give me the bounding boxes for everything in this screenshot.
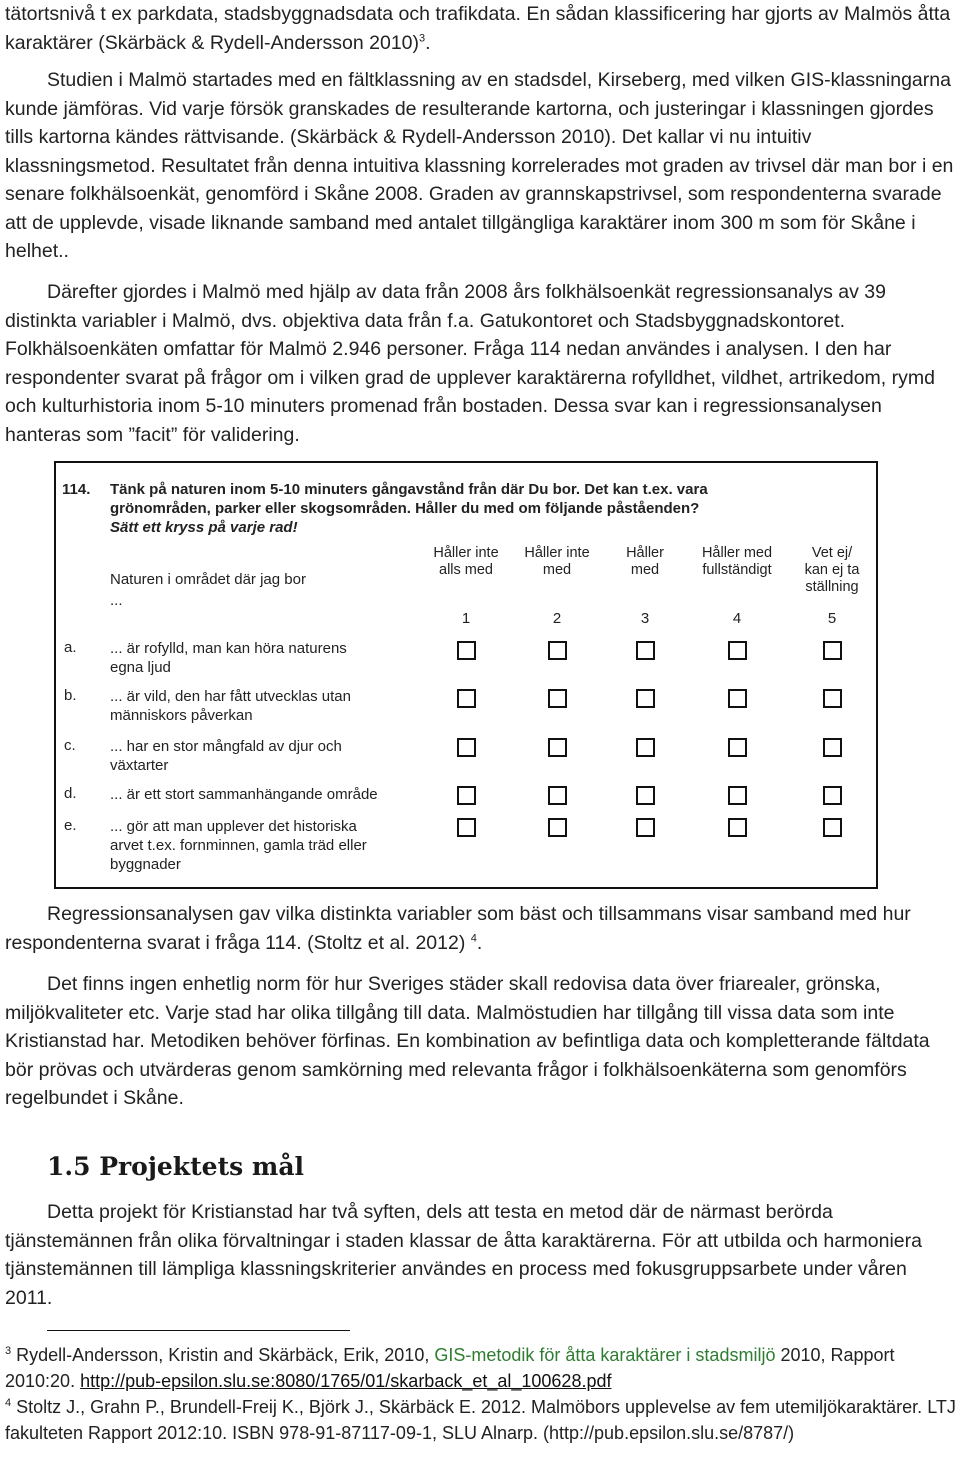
question-instruction: Sätt ett kryss på varje rad! — [110, 519, 298, 536]
checkbox-e-5[interactable] — [823, 818, 842, 837]
checkbox-e-1[interactable] — [457, 818, 476, 837]
row-label-a: a. — [64, 639, 77, 656]
column-header-2: Håller inte med — [524, 545, 590, 578]
checkbox-c-5[interactable] — [823, 738, 842, 757]
checkbox-b-1[interactable] — [457, 689, 476, 708]
column-number-4: 4 — [732, 610, 742, 627]
checkbox-c-3[interactable] — [636, 738, 655, 757]
column-number-3: 3 — [640, 610, 650, 627]
figure-right-border — [876, 463, 878, 887]
checkbox-d-2[interactable] — [548, 786, 567, 805]
row-text-a: ... är rofylld, man kan höra naturens egna ljud — [110, 640, 347, 676]
row-text-e: ... gör att man upplever det historiska arvet t.ex. fornminnen, gamla träd eller byggnader — [110, 818, 367, 873]
checkbox-a-3[interactable] — [636, 641, 655, 660]
column-header-1: Håller inte alls med — [433, 545, 499, 578]
column-header-4: Håller med fullständigt — [701, 545, 773, 578]
row-label-d: d. — [64, 785, 77, 802]
checkbox-b-2[interactable] — [548, 689, 567, 708]
paragraph-intro: tätortsnivå t ex parkdata, stadsbyggnadsdata och trafikdata. En sådan klassificering har gjorts av Malmös åtta karaktärer (Skärbäck & Rydell-Andersson 2010)$^3$. — [5, 3, 951, 54]
paragraph-project-goals: Detta projekt för Kristianstad har två syften, dels att testa en metod där de närmast berörda tjänstemännen från olika förvaltningar i staden klassar de åtta karaktärerna. För att utbilda och harmoniera tjänstemännen till lämpliga klassningskriterier användes en process med fokusgruppsarbete under våren 2011. — [5, 1201, 922, 1309]
column-number-1: 1 — [461, 610, 471, 627]
column-header-5: Vet ej/ kan ej ta ställning — [804, 545, 860, 595]
checkbox-a-5[interactable] — [823, 641, 842, 660]
checkbox-d-1[interactable] — [457, 786, 476, 805]
question-text: Tänk på naturen inom 5-10 minuters gångavstånd från där Du bor. Det kan t.ex. vara grönområden, parker eller skogsområden. Håller du med om följande påståenden? Sätt ett kryss på varje rad! — [110, 480, 810, 537]
row-label-c: c. — [64, 737, 76, 754]
footnote-ref-4[interactable]: 4 — [470, 932, 477, 944]
checkbox-d-3[interactable] — [636, 786, 655, 805]
footnote-3-title: GIS-metodik för åtta karaktärer i stadsmiljö — [434, 1345, 776, 1365]
footnote-4: $^4$ Stoltz J., Grahn P., Brundell-Freij K., Björk J., Skärbäck E. 2012. Malmöbors upplevelse av fem utemiljökaraktärer. LTJ fakulteten Rapport 2012:10. ISBN 978-91-87117-09-1, SLU Alnarp. (http://pub.epsilon.slu.se/8787/) — [5, 1397, 956, 1443]
column-number-5: 5 — [827, 610, 837, 627]
paragraph-norms: Det finns ingen enhetlig norm för hur Sveriges städer skall redovisa data över friarealer, grönska, miljökvaliteter etc. Varje stad har olika tillgång till data. Malmöstudien har tillgång till vissa data som inte Kristianstad har. Metodiken behöver förfinas. En kombination av befintliga data och kompletterande fältdata bör prövas och utvärderas genom samkörning med relevanta frågor i folkhälsoenkäterna som genomförs regelbundet i Skåne. — [5, 973, 930, 1109]
row-text-d: ... är ett stort sammanhängande område — [110, 786, 378, 803]
checkbox-a-1[interactable] — [457, 641, 476, 660]
checkbox-c-1[interactable] — [457, 738, 476, 757]
row-text-c: ... har en stor mångfald av djur och växtarter — [110, 738, 342, 774]
checkbox-e-3[interactable] — [636, 818, 655, 837]
checkbox-e-4[interactable] — [728, 818, 747, 837]
checkbox-e-2[interactable] — [548, 818, 567, 837]
checkbox-d-5[interactable] — [823, 786, 842, 805]
section-heading: 1.5 Projektets mål — [47, 1152, 305, 1181]
question-number: 114. — [62, 481, 91, 498]
footnote-3-link[interactable]: http://pub-epsilon.slu.se:8080/1765/01/skarback_et_al_100628.pdf — [80, 1370, 612, 1391]
checkbox-a-4[interactable] — [728, 641, 747, 660]
row-text-b: ... är vild, den har fått utvecklas utan människors påverkan — [110, 688, 351, 724]
checkbox-b-4[interactable] — [728, 689, 747, 708]
question-stem: Naturen i området där jag bor ... — [110, 571, 306, 609]
checkbox-d-4[interactable] — [728, 786, 747, 805]
column-header-3: Håller med — [626, 545, 664, 578]
row-label-e: e. — [64, 817, 77, 834]
footnote-divider — [47, 1330, 350, 1331]
footnote-number-4: 4 — [5, 1397, 12, 1409]
questionnaire-figure — [54, 461, 878, 889]
column-number-2: 2 — [552, 610, 562, 627]
paragraph-regression-result: Regressionsanalysen gav vilka distinkta variabler som bäst och tillsammans visar samband med hur respondenterna svarat i fråga 114. (Stoltz et al. 2012) $^4$. — [5, 903, 911, 954]
footnote-3: $^3$ Rydell-Andersson, Kristin and Skärbäck, Erik, 2010, GIS-metodik för åtta karaktärer i stadsmiljö 2010, Rapport 2010:20. http://pub-epsilon.slu.se:8080/1765/01/skarback_et_al_100628.pdf — [5, 1345, 895, 1391]
paragraph-regression: Därefter gjordes i Malmö med hjälp av data från 2008 års folkhälsoenkät regressionsanalys av 39 distinkta variabler i Malmö, dvs. objektiva data från f.a. Gatukontoret och Stadsbyggnadskontoret. Folkhälsoenkäten omfattar för Malmö 2.946 personer. Fråga 114 nedan användes i analysen. I den har respondenter svarat på frågor om i vilken grad de upplever karaktärerna rofylldhet, vildhet, artrikedom, rymd och kulturhistoria inom 5-10 minuters promenad från bostaden. Dessa svar kan i regressionsanalysen hanteras som ”facit” för validering. — [5, 281, 935, 446]
checkbox-c-2[interactable] — [548, 738, 567, 757]
checkbox-a-2[interactable] — [548, 641, 567, 660]
checkbox-b-3[interactable] — [636, 689, 655, 708]
row-label-b: b. — [64, 687, 77, 704]
footnote-ref-3[interactable]: 3 — [419, 32, 426, 44]
figure-left-border — [54, 463, 56, 887]
checkbox-c-4[interactable] — [728, 738, 747, 757]
paragraph-malmo-study: Studien i Malmö startades med en fältklassning av en stadsdel, Kirseberg, med vilken GIS-klassningarna kunde jämföras. Vid varje försök granskades de resulterande kartorna, och justeringar i klassningen gjordes tills kartorna kändes rättvisande. (Skärbäck & Rydell-Andersson 2010). Det kallar vi nu intuitiv klassningsmetod. Resultatet från denna intuitiva klassning korrelerades mot graden av trivsel där man bor i en senare folkhälsoenkät, genomförd i Skåne 2008. Graden av grannskapstrivsel, som respondenterna svarade att de upplevde, visade liknande samband med antalet tillgängliga karaktärer inom 300 m som för Skåne i helhet.. — [5, 69, 954, 262]
footnote-number-3: 3 — [5, 1345, 12, 1357]
checkbox-b-5[interactable] — [823, 689, 842, 708]
